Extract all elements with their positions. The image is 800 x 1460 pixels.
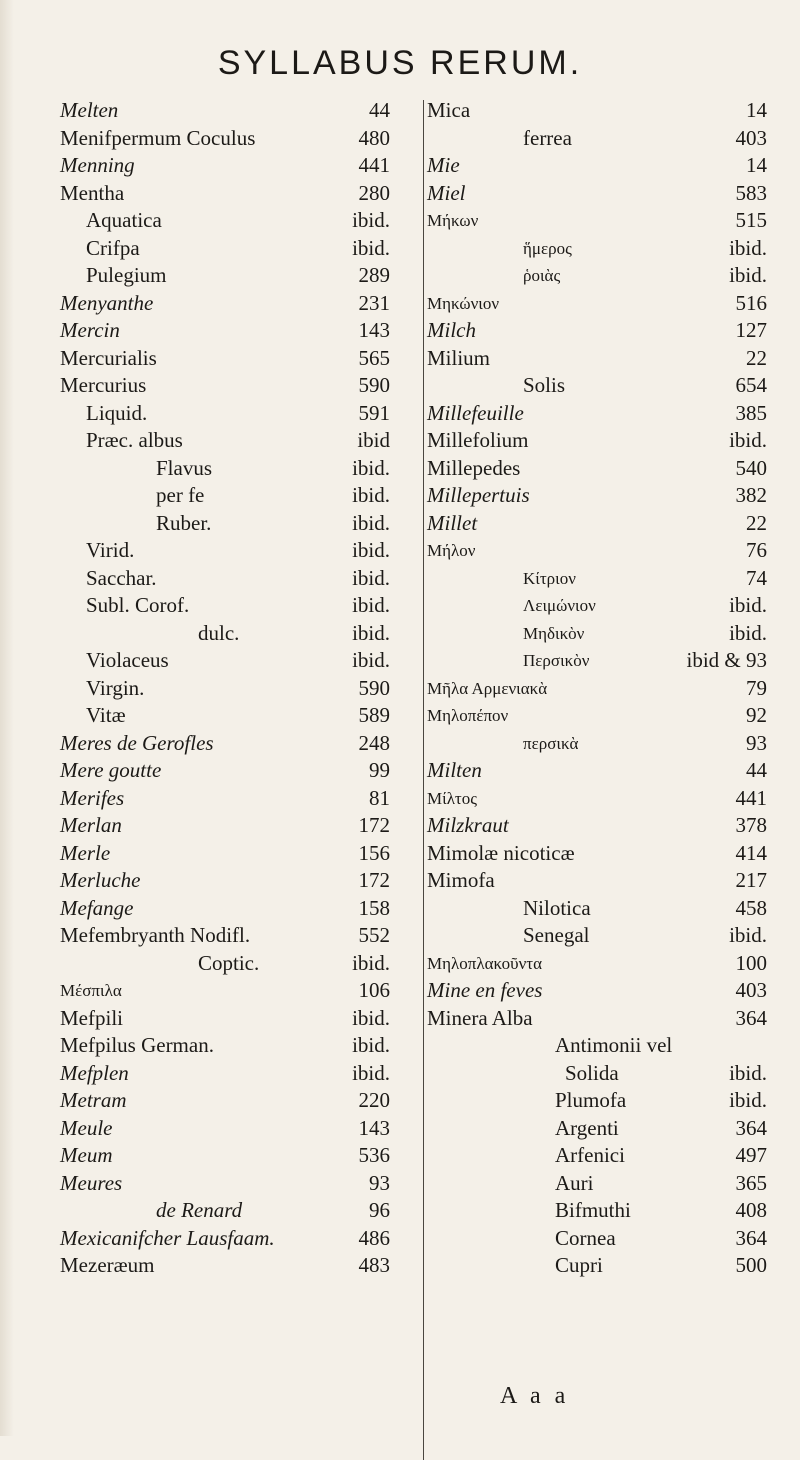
entry-page-ref: ibid.: [352, 483, 390, 507]
entry-page-ref: 565: [358, 345, 390, 370]
entry-page-ref: 93: [369, 1170, 390, 1195]
entry-page-ref: 536: [358, 1143, 390, 1167]
entry-page-ref: 364: [735, 1115, 767, 1140]
entry-page-ref: ibid.: [729, 263, 767, 287]
index-entry: [60, 565, 390, 593]
index-entry: [427, 565, 767, 593]
entry-page-ref: ibid & 93: [686, 648, 767, 672]
entry-term: Millet: [427, 510, 478, 535]
entry-term: Millefeuille: [427, 400, 524, 425]
index-entry: [427, 675, 767, 703]
entry-page-ref: 590: [358, 373, 390, 397]
index-entry: [60, 675, 390, 703]
entry-page-ref: ibid.: [352, 1033, 390, 1057]
entry-page-ref: 497: [735, 1143, 767, 1167]
index-entry: [427, 152, 767, 180]
entry-page-ref: ibid.: [729, 428, 767, 452]
entry-page-ref: 220: [358, 1088, 390, 1112]
entry-page-ref: 44: [746, 758, 767, 782]
index-entry: [427, 235, 767, 263]
entry-page-ref: ibid.: [352, 1005, 390, 1030]
entry-page-ref: 14: [746, 153, 767, 177]
entry-page-ref: 480: [358, 125, 390, 150]
index-entry: [60, 867, 390, 895]
entry-page-ref: 22: [746, 510, 767, 535]
index-entry: [427, 317, 767, 345]
index-entry: [60, 840, 390, 868]
entry-page-ref: 158: [358, 895, 390, 920]
entry-term: Merle: [60, 840, 111, 865]
index-entry: [60, 510, 390, 538]
entry-term: Mefembryanth Nodifl.: [60, 923, 251, 947]
entry-term: Mie: [427, 153, 460, 177]
entry-page-ref: ibid.: [352, 648, 390, 672]
entry-page-ref: 483: [358, 1253, 390, 1277]
page-title: SYLLABUS RERUM.: [217, 44, 583, 82]
index-entry: [60, 977, 390, 1005]
entry-term: Crifpa: [86, 235, 140, 260]
entry-term: Plumofa: [555, 1088, 627, 1112]
index-entry: [427, 1197, 767, 1225]
entry-term: Præc. albus: [86, 428, 183, 452]
index-entry: [427, 180, 767, 208]
entry-term: Cupri: [555, 1253, 603, 1277]
index-entry: [427, 510, 767, 538]
entry-page-ref: 414: [735, 840, 767, 865]
index-entry: [427, 1115, 767, 1143]
entry-page-ref: ibid.: [352, 510, 390, 535]
entry-term: Pulegium: [86, 263, 167, 287]
entry-term: Millepedes: [427, 455, 521, 480]
index-entry: [427, 922, 767, 950]
entry-term: Mefpili: [60, 1005, 123, 1030]
entry-page-ref: ibid.: [729, 1060, 767, 1085]
index-entry: [60, 125, 390, 153]
entry-page-ref: 100: [735, 950, 767, 975]
index-entry: [60, 1142, 390, 1170]
entry-term: Senegal: [523, 923, 590, 947]
index-entry: [427, 290, 767, 318]
entry-term: Milch: [427, 318, 476, 342]
entry-page-ref: 364: [735, 1005, 767, 1030]
entry-page-ref: 540: [735, 455, 767, 480]
entry-term: Mimofa: [427, 868, 495, 892]
index-entry: [427, 455, 767, 483]
index-entry: [427, 1252, 767, 1280]
entry-term: Merluche: [60, 868, 141, 892]
index-entry: [60, 290, 390, 318]
index-entry: [427, 97, 767, 125]
index-entry: [427, 977, 767, 1005]
index-entry: [427, 345, 767, 373]
entry-page-ref: 248: [358, 730, 390, 755]
entry-term: Meures: [60, 1170, 123, 1195]
index-entry: [60, 730, 390, 758]
index-entry: [60, 1225, 390, 1253]
entry-term: Mezeræum: [60, 1253, 155, 1277]
entry-term: Mefpilus German.: [60, 1033, 214, 1057]
index-entry: [427, 812, 767, 840]
entry-page-ref: 127: [735, 318, 767, 342]
index-entry: [427, 647, 767, 675]
entry-term: Mefange: [60, 895, 134, 920]
entry-term: Coptic.: [198, 950, 260, 975]
entry-term: Λειμώνιον: [523, 596, 596, 615]
index-entry: [60, 950, 390, 978]
entry-page-ref: ibid.: [729, 1088, 767, 1112]
entry-page-ref: 458: [735, 895, 767, 920]
entry-term: Solida: [565, 1060, 619, 1085]
entry-term: Flavus: [156, 455, 213, 480]
index-entry: [60, 482, 390, 510]
index-entry: [60, 1032, 390, 1060]
index-entry: [427, 207, 767, 235]
index-entry: [60, 647, 390, 675]
entry-term: Solis: [523, 373, 566, 397]
index-entry: [427, 1225, 767, 1253]
entry-page-ref: 74: [746, 565, 767, 590]
entry-page-ref: 143: [358, 1115, 390, 1140]
index-entry: [427, 482, 767, 510]
index-entry: [60, 592, 390, 620]
entry-page-ref: 516: [735, 290, 767, 315]
index-entry: [427, 1170, 767, 1198]
entry-term: Mefplen: [60, 1060, 129, 1085]
entry-term: Melten: [60, 98, 119, 122]
index-entry: [427, 867, 767, 895]
entry-page-ref: ibid.: [729, 235, 767, 260]
index-entry: [427, 1032, 767, 1060]
index-entry: [427, 730, 767, 758]
entry-page-ref: 93: [746, 730, 767, 755]
entry-page-ref: ibid.: [352, 455, 390, 480]
entry-term: Millefolium: [427, 428, 529, 452]
entry-term: Meum: [60, 1143, 113, 1167]
entry-term: Mercin: [60, 318, 120, 342]
entry-page-ref: ibid.: [729, 620, 767, 645]
index-entry: [427, 537, 767, 565]
entry-page-ref: 99: [369, 758, 390, 782]
entry-page-ref: 156: [358, 840, 390, 865]
index-entry: [60, 620, 390, 648]
entry-term: Cornea: [555, 1225, 616, 1250]
entry-term: Minera Alba: [427, 1005, 533, 1030]
entry-page-ref: 590: [358, 675, 390, 700]
entry-term: Περσικὸν: [523, 651, 590, 670]
index-entry: [427, 702, 767, 730]
entry-page-ref: 403: [735, 978, 767, 1002]
entry-term: Μήκων: [427, 211, 479, 230]
index-entry: [427, 427, 767, 455]
index-entry: [427, 840, 767, 868]
entry-page-ref: 441: [735, 785, 767, 810]
entry-page-ref: 172: [358, 868, 390, 892]
index-entry: [427, 372, 767, 400]
entry-term: Nilotica: [523, 895, 591, 920]
index-entry: [60, 922, 390, 950]
index-entry: [427, 400, 767, 428]
entry-term: Menifpermum Coculus: [60, 125, 256, 150]
entry-term: Milzkraut: [427, 813, 509, 837]
entry-page-ref: 44: [369, 98, 390, 122]
entry-page-ref: ibid.: [352, 950, 390, 975]
index-entry: [60, 372, 390, 400]
entry-page-ref: ibid: [357, 428, 390, 452]
entry-term: Millepertuis: [427, 483, 530, 507]
entry-page-ref: 403: [735, 125, 767, 150]
entry-term: Μηδικὸν: [523, 623, 585, 643]
entry-term: ῥοιὰς: [523, 266, 561, 285]
index-entry: [60, 455, 390, 483]
index-entry: [60, 345, 390, 373]
signature-mark: A a a: [500, 1383, 570, 1409]
entry-term: Μήλον: [427, 541, 476, 560]
index-entry: [60, 400, 390, 428]
entry-term: Mercurius: [60, 373, 147, 397]
entry-page-ref: 76: [746, 538, 767, 562]
index-entry: [60, 180, 390, 208]
left-index-column: [60, 97, 390, 1280]
entry-term: περσικὰ: [523, 733, 579, 753]
entry-page-ref: 500: [735, 1253, 767, 1277]
entry-page-ref: ibid.: [352, 235, 390, 260]
entry-term: Milium: [427, 345, 491, 370]
index-entry: [60, 262, 390, 290]
entry-page-ref: 96: [369, 1198, 390, 1222]
entry-page-ref: 486: [358, 1225, 390, 1250]
entry-term: Menyanthe: [60, 290, 154, 315]
index-entry: [427, 125, 767, 153]
entry-term: Ruber.: [156, 510, 212, 535]
entry-term: Merlan: [60, 813, 122, 837]
entry-page-ref: 280: [358, 180, 390, 205]
entry-term: Μέσπιλα: [60, 981, 122, 1000]
index-entry: [427, 757, 767, 785]
index-entry: [427, 620, 767, 648]
entry-page-ref: 22: [746, 345, 767, 370]
entry-term: Liquid.: [86, 400, 148, 425]
entry-page-ref: 81: [369, 785, 390, 810]
index-entry: [60, 702, 390, 730]
entry-page-ref: 515: [735, 208, 767, 232]
entry-term: Argenti: [555, 1115, 619, 1140]
entry-term: Metram: [60, 1088, 127, 1112]
index-entry: [60, 1005, 390, 1033]
entry-term: ἥμερος: [523, 238, 572, 258]
entry-page-ref: 385: [735, 400, 767, 425]
index-entry: [427, 262, 767, 290]
entry-page-ref: 172: [358, 813, 390, 837]
index-entry: [427, 592, 767, 620]
entry-page-ref: ibid.: [352, 208, 390, 232]
entry-page-ref: 583: [735, 180, 767, 205]
index-entry: [60, 97, 390, 125]
entry-page-ref: 408: [735, 1198, 767, 1222]
entry-page-ref: 289: [358, 263, 390, 287]
entry-term: Antimonii vel: [555, 1033, 673, 1057]
entry-term: Miel: [427, 180, 466, 205]
entry-term: Bifmuthi: [555, 1198, 631, 1222]
entry-term: Mimolæ nicoticæ: [427, 840, 575, 865]
entry-page-ref: 106: [358, 978, 390, 1002]
entry-term: Mentha: [60, 180, 125, 205]
index-entry: [427, 785, 767, 813]
entry-page-ref: ibid.: [729, 923, 767, 947]
entry-term: Μῆλα Αρμενιακὰ: [427, 678, 548, 698]
entry-term: Menning: [60, 153, 135, 177]
entry-term: dulc.: [198, 620, 240, 645]
index-entry: [60, 1197, 390, 1225]
entry-term: Mere goutte: [60, 758, 162, 782]
index-entry: [60, 427, 390, 455]
index-entry: [427, 1142, 767, 1170]
index-entry: [60, 537, 390, 565]
page-edge: [0, 0, 14, 1436]
entry-term: Mexicanifcher Lausfaam.: [60, 1225, 275, 1250]
entry-page-ref: ibid.: [729, 593, 767, 617]
index-entry: [427, 1060, 767, 1088]
index-entry: [60, 812, 390, 840]
entry-term: Virgin.: [86, 675, 145, 700]
entry-term: Arfenici: [555, 1143, 625, 1167]
entry-term: Mine en feves: [427, 978, 543, 1002]
column-divider: [423, 100, 424, 1460]
entry-page-ref: 143: [358, 318, 390, 342]
entry-page-ref: 217: [735, 868, 767, 892]
index-entry: [60, 235, 390, 263]
entry-page-ref: 364: [735, 1225, 767, 1250]
entry-term: Κίτριον: [523, 568, 576, 588]
entry-page-ref: ibid.: [352, 538, 390, 562]
entry-term: Meres de Gerofles: [60, 730, 214, 755]
index-entry: [60, 1115, 390, 1143]
entry-term: Merifes: [60, 785, 125, 810]
entry-page-ref: 231: [358, 290, 390, 315]
entry-page-ref: 92: [746, 703, 767, 727]
entry-page-ref: 14: [746, 98, 767, 122]
entry-term: Aquatica: [86, 208, 162, 232]
entry-term: de Renard: [156, 1198, 243, 1222]
entry-term: Auri: [555, 1170, 594, 1195]
entry-page-ref: ibid.: [352, 565, 390, 590]
entry-page-ref: 79: [746, 675, 767, 700]
index-entry: [427, 950, 767, 978]
entry-term: Meule: [60, 1115, 113, 1140]
index-entry: [60, 757, 390, 785]
entry-term: ferrea: [523, 125, 572, 150]
entry-page-ref: 382: [735, 483, 767, 507]
entry-term: Μηλοπλακοῦντα: [427, 953, 543, 973]
entry-page-ref: 441: [358, 153, 390, 177]
entry-page-ref: 365: [735, 1170, 767, 1195]
entry-page-ref: 552: [358, 923, 390, 947]
entry-term: Μηλοπέπον: [427, 706, 509, 725]
entry-term: per fe: [156, 483, 205, 507]
index-entry: [60, 895, 390, 923]
index-entry: [427, 1087, 767, 1115]
index-entry: [60, 785, 390, 813]
index-entry: [60, 1252, 390, 1280]
index-entry: [60, 1060, 390, 1088]
entry-term: Milten: [427, 758, 482, 782]
right-index-column: [427, 97, 767, 1280]
entry-page-ref: ibid.: [352, 620, 390, 645]
entry-term: Mica: [427, 98, 471, 122]
entry-page-ref: ibid.: [352, 593, 390, 617]
entry-term: Vitæ: [86, 703, 126, 727]
entry-page-ref: 589: [358, 703, 390, 727]
entry-term: Subl. Corof.: [86, 593, 190, 617]
entry-term: Sacchar.: [86, 565, 157, 590]
index-entry: [60, 1087, 390, 1115]
entry-term: Mercurialis: [60, 345, 157, 370]
entry-page-ref: 591: [358, 400, 390, 425]
entry-page-ref: ibid.: [352, 1060, 390, 1085]
index-entry: [60, 207, 390, 235]
index-entry: [60, 1170, 390, 1198]
index-entry: [427, 895, 767, 923]
index-entry: [60, 152, 390, 180]
index-entry: [60, 317, 390, 345]
entry-page-ref: 378: [735, 813, 767, 837]
entry-term: Μηκώνιον: [427, 293, 500, 313]
entry-page-ref: 654: [735, 373, 767, 397]
index-entry: [427, 1005, 767, 1033]
entry-term: Μίλτος: [427, 788, 477, 808]
entry-term: Violaceus: [86, 648, 169, 672]
entry-term: Virid.: [86, 538, 135, 562]
